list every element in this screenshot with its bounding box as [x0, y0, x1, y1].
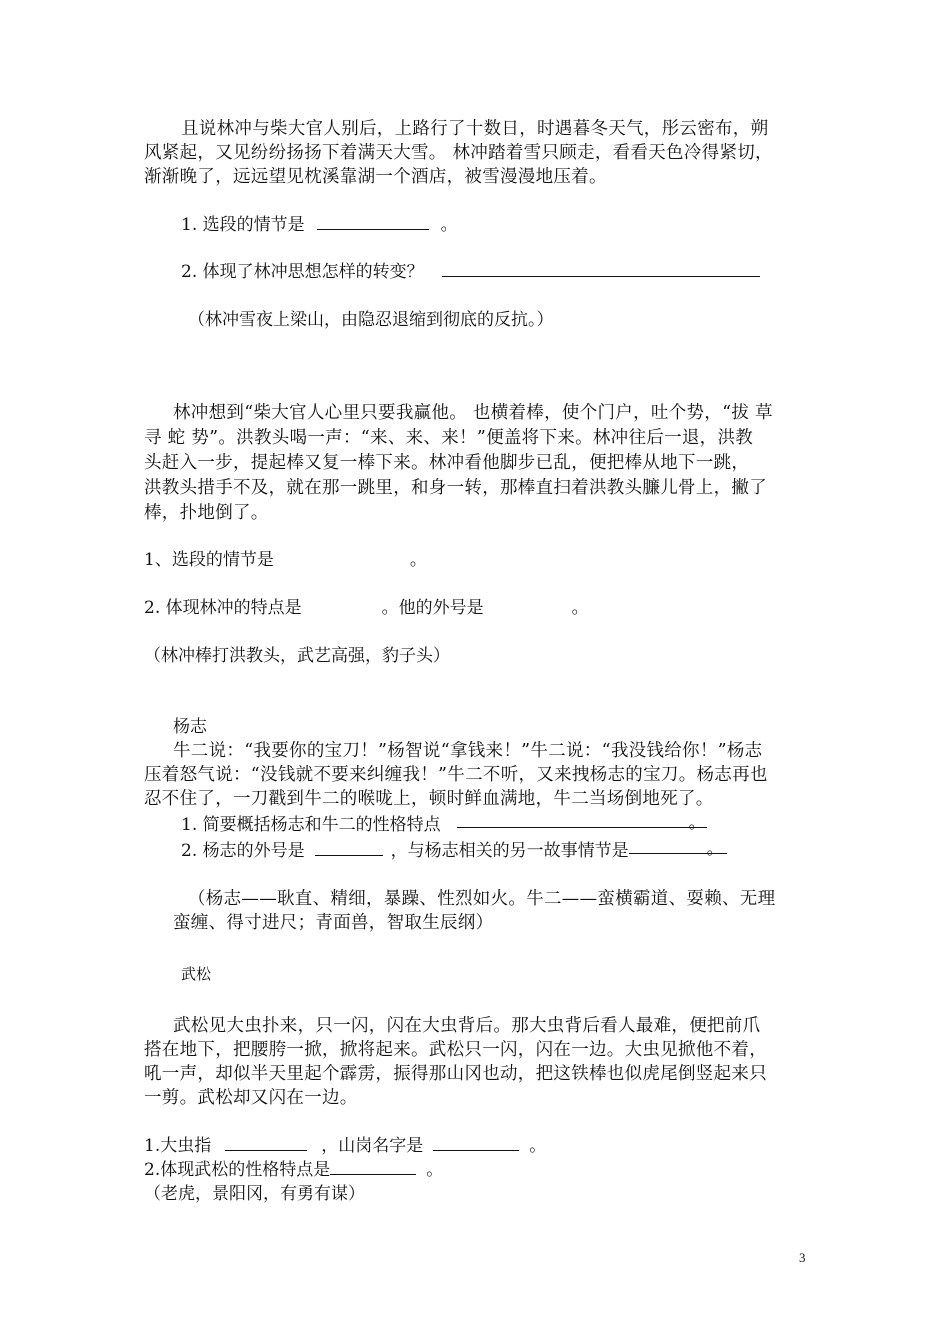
punctuation: 。 [571, 598, 589, 618]
question-1 [181, 213, 458, 237]
question-text: 1、选段的情节是 [144, 550, 274, 570]
answer-blank [317, 215, 429, 230]
paragraph-line: 搭在地下，把腰胯一掀，掀将起来。武松只一闪，闪在一边。大虫见掀他不着， [144, 1040, 767, 1060]
question-text: 1. 选段的情节是 [181, 215, 305, 235]
section-heading: 武松 [181, 965, 212, 983]
question-2 [181, 839, 727, 863]
question-text: 2.体现武松的性格特点是 [144, 1160, 331, 1180]
paragraph-line: 林冲想到“柴大官人心里只要我赢他。 也横着棒，使个门户，吐个势，“拔 草 [173, 403, 773, 423]
question-2 [144, 596, 589, 620]
answer-blank [315, 841, 383, 856]
question-text: 1. 简要概括杨志和牛二的性格特点 [181, 815, 441, 835]
question-1 [181, 813, 707, 837]
punctuation: 。 [409, 550, 427, 570]
question-text: 。他的外号是 [381, 598, 484, 618]
question-1 [144, 548, 427, 572]
paragraph-line: 忍不住了，一刀戳到牛二的喉咙上，顿时鲜血满地，牛二当场倒地死了。 [144, 789, 714, 809]
paragraph-line: 寻 蛇 势”。洪教头喝一声：“来、来、来！”便盖将下来。林冲往后一退，洪教 [144, 428, 754, 448]
answer-text: （老虎，景阳冈，有勇有谋） [144, 1184, 365, 1204]
paragraph-line: 压着怒气说：“没钱就不要来纠缠我！”牛二不听，又来拽杨志的宝刀。杨志再也 [144, 765, 768, 785]
question-text: ，与杨志相关的另一故事情节是 [390, 841, 629, 861]
question-2 [181, 260, 760, 284]
section-heading: 杨志 [173, 717, 207, 737]
answer-text: （林冲雪夜上梁山，由隐忍退缩到彻底的反抗。） [188, 310, 554, 330]
answer-text: （杨志——耿直、精细，暴躁、性烈如火。牛二——蛮横霸道、耍赖、无理 [188, 889, 776, 909]
paragraph-line: 且说林冲与柴大官人别后，上路行了十数日，时遇暮冬天气，彤云密布，朔 [181, 119, 769, 139]
paragraph-line: 风紧起，又见纷纷扬扬下着满天大雪。 林冲踏着雪只顾走，看看天色冷得紧切， [144, 143, 773, 163]
question-2 [144, 1158, 443, 1182]
paragraph-line: 渐渐晚了，远远望见枕溪靠湖一个酒店，被雪漫漫地压着。 [144, 167, 607, 187]
punctuation: 。 [426, 1160, 444, 1180]
answer-blank [225, 1136, 307, 1151]
paragraph-line: 头赶入一步，提起棒又复一棒下来。林冲看他脚步已乱，便把棒从地下一跳， [144, 453, 750, 473]
answer-blank [457, 813, 707, 833]
punctuation: 。 [688, 813, 706, 833]
punctuation: 。 [529, 1136, 547, 1156]
question-text: ，山岗名字是 [321, 1136, 424, 1156]
punctuation: 。 [440, 215, 458, 235]
answer-text: （林冲棒打洪教头，武艺高强，豹子头） [144, 646, 450, 666]
question-1 [144, 1134, 546, 1158]
answer-blank [433, 1136, 519, 1151]
answer-text: 蛮缠、得寸进尺；青面兽，智取生辰纲） [173, 913, 494, 933]
paragraph-line: 吼一声，却似半天里起个霹雳，振得那山冈也动，把这铁棒也似虎尾倒竖起来只 [144, 1064, 767, 1084]
paragraph-line: 洪教头措手不及，就在那一跳里，和身一转，那棒直扫着洪教头臁儿骨上，撇了 [144, 478, 767, 498]
question-text: 2. 杨志的外号是 [181, 841, 305, 861]
answer-blank [330, 1160, 416, 1175]
question-text: 2. 体现了林冲思想怎样的转变？ [181, 262, 424, 282]
page-number: 3 [799, 1250, 806, 1265]
question-text: 1.大虫指 [144, 1136, 212, 1156]
paragraph-line: 一剪。武松却又闪在一边。 [144, 1088, 358, 1108]
paragraph-line: 棒，扑地倒了。 [144, 503, 269, 523]
question-text: 2. 体现林冲的特点是 [144, 598, 302, 618]
answer-blank [629, 839, 727, 859]
paragraph-line: 牛二说：“我要你的宝刀！”杨智说“拿钱来！”牛二说：“我没钱给你！”杨志 [173, 741, 763, 761]
paragraph-line: 武松见大虫扑来，只一闪，闪在大虫背后。那大虫背后看人最难，便把前爪 [173, 1016, 761, 1036]
answer-blank [442, 262, 760, 277]
punctuation: 。 [706, 839, 724, 859]
